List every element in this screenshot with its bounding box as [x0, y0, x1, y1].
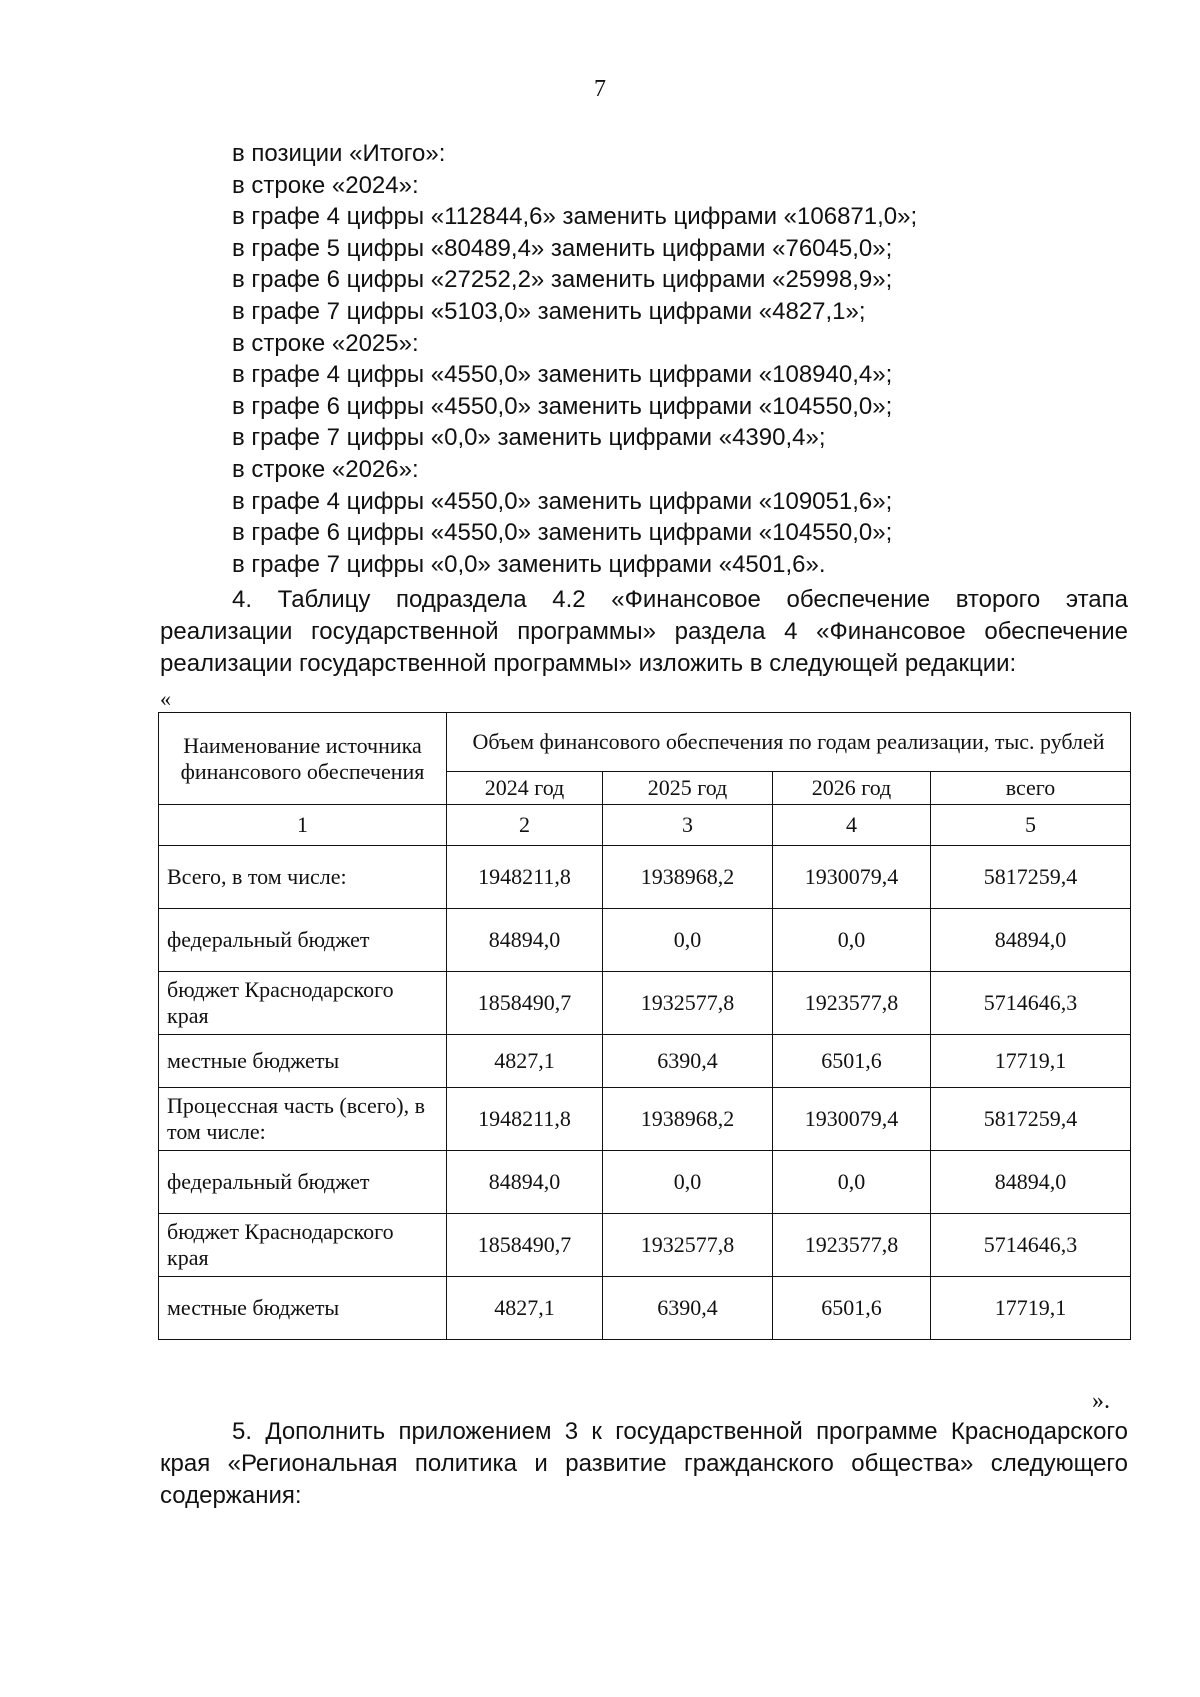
cell-value: 84894,0: [931, 909, 1131, 972]
cell-value: 1930079,4: [773, 846, 931, 909]
amendment-line: в графе 4 цифры «4550,0» заменить цифрами «109051,6»;: [232, 487, 893, 515]
cell-value: 1923577,8: [773, 1214, 931, 1277]
cell-value: 1930079,4: [773, 1088, 931, 1151]
row-label: бюджет Краснодарского края: [159, 972, 447, 1035]
cell-value: 17719,1: [931, 1035, 1131, 1088]
cell-value: 1938968,2: [603, 846, 773, 909]
cell-value: 1938968,2: [603, 1088, 773, 1151]
paragraph-5: 5. Дополнить приложением 3 к государственной программе Краснодарского края «Региональная политика и развитие гражданского общества» следующего содержания:: [160, 1418, 1128, 1509]
open-quote: «: [160, 686, 171, 711]
financing-table: [158, 712, 1131, 1340]
page-number: 7: [594, 76, 606, 102]
cell-value: 1923577,8: [773, 972, 931, 1035]
amendment-line: в графе 7 цифры «0,0» заменить цифрами «4501,6».: [232, 550, 826, 578]
table-row: [159, 1151, 1131, 1214]
row-label: местные бюджеты: [159, 1277, 447, 1340]
cell-value: 1948211,8: [447, 1088, 603, 1151]
cell-value: 6501,6: [773, 1277, 931, 1340]
paragraph-4: 4. Таблицу подраздела 4.2 «Финансовое обеспечение второго этапа реализации государственной программы» раздела 4 «Финансовое обеспечение реализации государственной программы» изложить в следующей редакции:: [160, 586, 1128, 677]
header-volume: Объем финансового обеспечения по годам реализации, тыс. рублей: [447, 713, 1131, 772]
amendment-list: [232, 138, 1132, 580]
cell-value: 84894,0: [931, 1151, 1131, 1214]
cell-value: 1948211,8: [447, 846, 603, 909]
row-label: местные бюджеты: [159, 1035, 447, 1088]
table-row: [159, 1277, 1131, 1340]
cell-value: 0,0: [603, 1151, 773, 1214]
header-total: всего: [931, 772, 1131, 805]
table-row: [159, 1214, 1131, 1277]
header-year: 2025 год: [603, 772, 773, 805]
amendment-line: в графе 7 цифры «0,0» заменить цифрами «4390,4»;: [232, 424, 826, 452]
amendment-line: в строке «2026»:: [232, 455, 419, 483]
cell-value: 6390,4: [603, 1035, 773, 1088]
cell-value: 84894,0: [447, 909, 603, 972]
amendment-line: в графе 4 цифры «4550,0» заменить цифрами «108940,4»;: [232, 361, 893, 389]
amendment-line: в графе 6 цифры «4550,0» заменить цифрами «104550,0»;: [232, 392, 893, 420]
cell-value: 5817259,4: [931, 1088, 1131, 1151]
table-row: [159, 1088, 1131, 1151]
close-quote: ».: [1092, 1388, 1110, 1414]
amendment-line: в графе 4 цифры «112844,6» заменить цифрами «106871,0»;: [232, 203, 918, 231]
cell-value: 1932577,8: [603, 972, 773, 1035]
table-row: [159, 909, 1131, 972]
cell-value: 0,0: [773, 909, 931, 972]
row-label: федеральный бюджет: [159, 909, 447, 972]
table-row: [159, 846, 1131, 909]
table-row: [159, 972, 1131, 1035]
row-label: бюджет Краснодарского края: [159, 1214, 447, 1277]
cell-value: 0,0: [773, 1151, 931, 1214]
amendment-line: в строке «2025»:: [232, 329, 419, 357]
cell-value: 6390,4: [603, 1277, 773, 1340]
amendment-line: в строке «2024»:: [232, 171, 419, 199]
amendment-line: в графе 6 цифры «27252,2» заменить цифрами «25998,9»;: [232, 266, 893, 294]
table-row: [159, 1035, 1131, 1088]
row-label: Процессная часть (всего), в том числе:: [159, 1088, 447, 1151]
cell-value: 5714646,3: [931, 972, 1131, 1035]
header-year: 2026 год: [773, 772, 931, 805]
amendment-line: в графе 5 цифры «80489,4» заменить цифрами «76045,0»;: [232, 234, 893, 262]
row-label: Всего, в том числе:: [159, 846, 447, 909]
column-number: 1: [159, 805, 447, 846]
cell-value: 1858490,7: [447, 1214, 603, 1277]
cell-value: 0,0: [603, 909, 773, 972]
amendment-line: в позиции «Итого»:: [232, 140, 446, 167]
cell-value: 4827,1: [447, 1035, 603, 1088]
column-number: 4: [773, 805, 931, 846]
amendment-line: в графе 7 цифры «5103,0» заменить цифрами «4827,1»;: [232, 297, 866, 325]
header-year: 2024 год: [447, 772, 603, 805]
cell-value: 5817259,4: [931, 846, 1131, 909]
cell-value: 84894,0: [447, 1151, 603, 1214]
column-number: 2: [447, 805, 603, 846]
cell-value: 4827,1: [447, 1277, 603, 1340]
amendment-line: в графе 6 цифры «4550,0» заменить цифрами «104550,0»;: [232, 519, 893, 547]
cell-value: 1932577,8: [603, 1214, 773, 1277]
header-source: Наименование источника финансового обеспечения: [159, 713, 447, 805]
cell-value: 6501,6: [773, 1035, 931, 1088]
column-number: 3: [603, 805, 773, 846]
row-label: федеральный бюджет: [159, 1151, 447, 1214]
column-number: 5: [931, 805, 1131, 846]
cell-value: 1858490,7: [447, 972, 603, 1035]
cell-value: 5714646,3: [931, 1214, 1131, 1277]
cell-value: 17719,1: [931, 1277, 1131, 1340]
